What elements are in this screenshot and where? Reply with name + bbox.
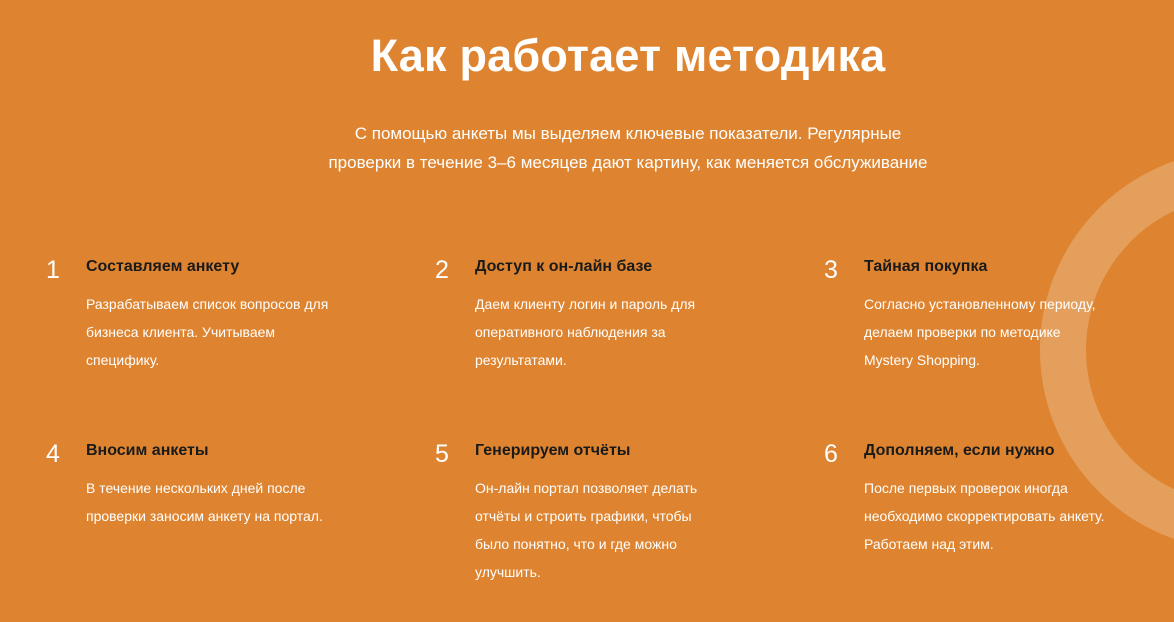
step-number: 4 xyxy=(46,440,60,468)
step-description-line: улучшить. xyxy=(475,564,541,580)
step-description-line: Даем клиенту логин и пароль для xyxy=(475,296,696,312)
step-description xyxy=(475,474,775,586)
step-title: Вносим анкеты xyxy=(86,442,209,459)
step-description-line: Работаем над этим. xyxy=(864,536,994,552)
step-title: Тайная покупка xyxy=(864,258,988,275)
step-description-line: В течение нескольких дней после xyxy=(86,480,306,496)
step-description-line: было понятно, что и где можно xyxy=(475,536,677,552)
step-description-line: Согласно установленному периоду, xyxy=(864,296,1096,312)
step-description-line: Mystery Shopping. xyxy=(864,352,980,368)
step-description-line: специфику. xyxy=(86,352,160,368)
step-description xyxy=(864,290,1164,374)
step-number: 1 xyxy=(46,256,60,284)
step-description-line: отчёты и строить графики, чтобы xyxy=(475,508,692,524)
step-number: 6 xyxy=(824,440,838,468)
step-description-line: После первых проверок иногда xyxy=(864,480,1068,496)
step-title: Генерируем отчёты xyxy=(475,442,631,459)
step-description xyxy=(475,290,775,374)
step-title: Составляем анкету xyxy=(86,258,240,275)
step-title: Доступ к он-лайн базе xyxy=(475,258,653,275)
step-description-line: делаем проверки по методике xyxy=(864,324,1061,340)
step-description-line: необходимо скорректировать анкету. xyxy=(864,508,1105,524)
step-description xyxy=(864,474,1164,558)
step-description-line: результатами. xyxy=(475,352,567,368)
step-description-line: Разрабатываем список вопросов для xyxy=(86,296,329,312)
step-description-line: проверки заносим анкету на портал. xyxy=(86,508,323,524)
subtitle-line: проверки в течение 3–6 месяцев дают картину, как меняется обслуживание xyxy=(328,153,928,172)
step-title: Дополняем, если нужно xyxy=(864,442,1055,459)
step-description-line: Он-лайн портал позволяет делать xyxy=(475,480,698,496)
step-description-line: оперативного наблюдения за xyxy=(475,324,666,340)
page-title: Как работает методика xyxy=(370,30,886,81)
step-number: 2 xyxy=(435,256,449,284)
step-number: 5 xyxy=(435,440,449,468)
step-description xyxy=(86,290,386,374)
step-description xyxy=(86,474,386,530)
step-description-line: бизнеса клиента. Учитываем xyxy=(86,324,276,340)
page-subtitle xyxy=(278,119,978,177)
step-number: 3 xyxy=(824,256,838,284)
subtitle-line: С помощью анкеты мы выделяем ключевые показатели. Регулярные xyxy=(354,124,902,143)
